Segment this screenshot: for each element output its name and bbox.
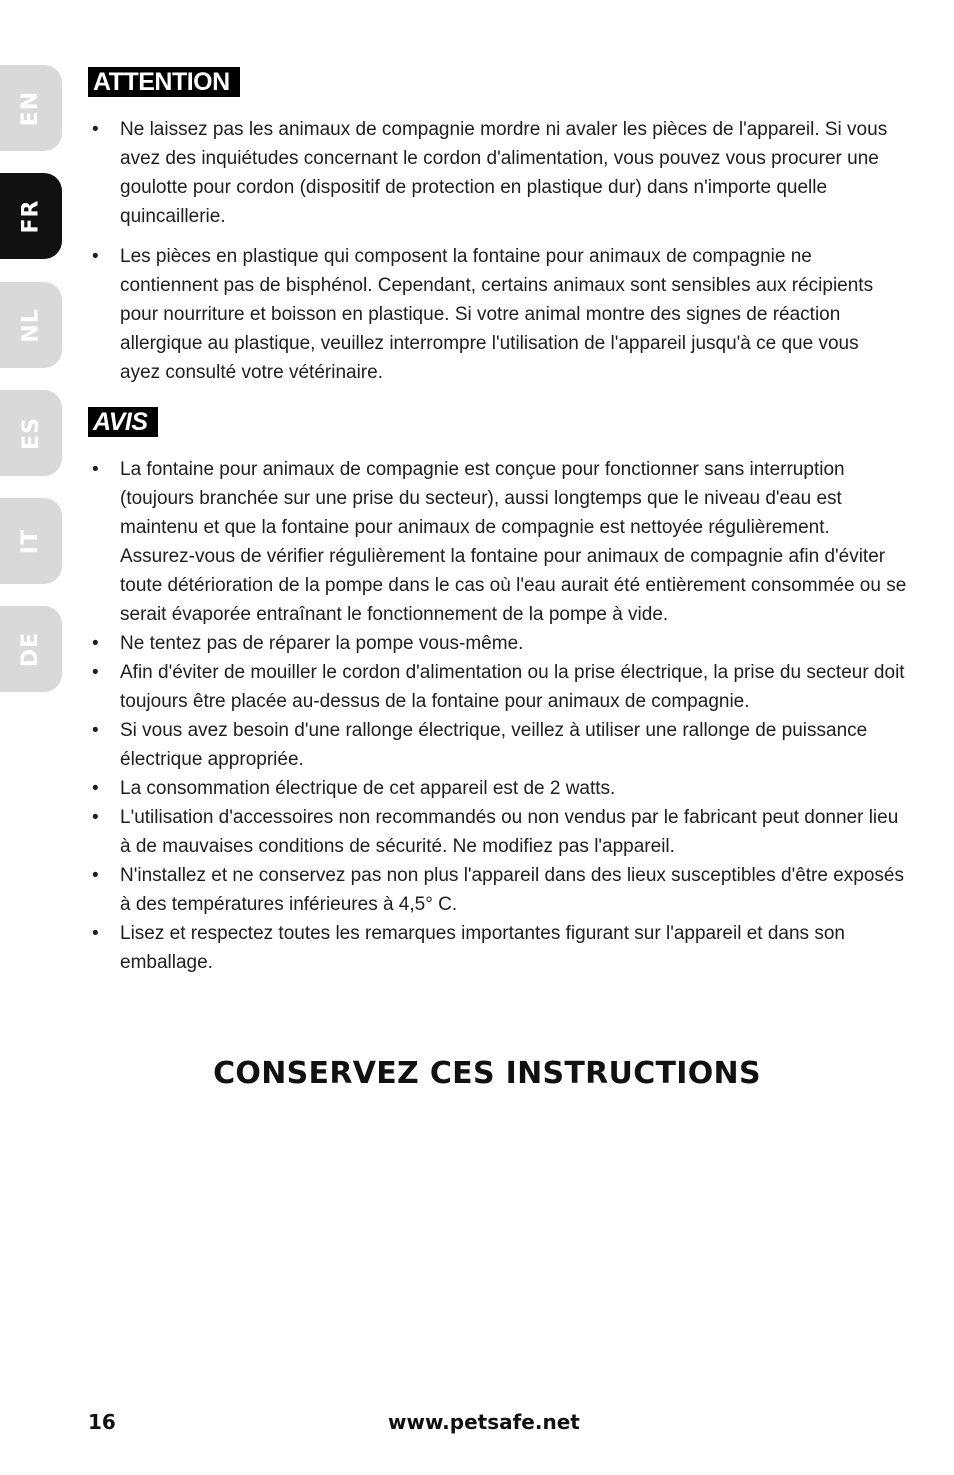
lang-tab-label: EN: [18, 90, 44, 126]
attention-label: ATTENTION: [88, 67, 240, 97]
avis-label: AVIS: [88, 407, 158, 437]
lang-tab-de[interactable]: [0, 606, 62, 692]
lang-tab-label: IT: [18, 528, 44, 554]
lang-tab-nl[interactable]: [0, 282, 62, 368]
list-item: • Afin d'éviter de mouiller le cordon d'alimentation ou la prise électrique, la prise du secteur doit toujours être placée au-dessus de la fontaine pour animaux de compagnie.: [92, 658, 907, 716]
lang-tab-fr[interactable]: [0, 173, 62, 259]
avis-list: [92, 455, 907, 977]
lang-tab-label: FR: [18, 199, 44, 233]
lang-tab-it[interactable]: [0, 498, 62, 584]
list-item: • Lisez et respectez toutes les remarques importantes figurant sur l'appareil et dans son emballage.: [92, 919, 907, 977]
lang-tab-label: ES: [18, 416, 44, 450]
list-item: • La consommation électrique de cet appareil est de 2 watts.: [92, 774, 907, 803]
lang-tab-label: DE: [18, 631, 44, 667]
lang-tab-label: NL: [18, 307, 44, 343]
attention-list: [92, 115, 902, 387]
list-item: • N'installez et ne conservez pas non plus l'appareil dans des lieux susceptibles d'être exposés à des températures inférieures à 4,5° C.: [92, 861, 907, 919]
lang-tab-en[interactable]: [0, 65, 62, 151]
list-item: • La fontaine pour animaux de compagnie est conçue pour fonctionner sans interruption (toujours branchée sur une prise du secteur), aussi longtemps que le niveau d'eau est maintenu et que la fontaine pour animaux de compagnie est nettoyée régulièrement. Assurez-vous de vérifier régulièrement la fontaine pour animaux de compagnie afin d'éviter toute détérioration de la pompe dans le cas où l'eau aurait été entièrement consommée ou se serait évaporée entraînant le fonctionnement de la pompe à vide.: [92, 455, 907, 629]
page-number: 16: [88, 1410, 116, 1434]
list-item: • Ne tentez pas de réparer la pompe vous-même.: [92, 629, 907, 658]
list-item: • L'utilisation d'accessoires non recommandés ou non vendus par le fabricant peut donner lieu à de mauvaises conditions de sécurité. Ne modifiez pas l'appareil.: [92, 803, 907, 861]
list-item: • Si vous avez besoin d'une rallonge électrique, veillez à utiliser une rallonge de puissance électrique appropriée.: [92, 716, 907, 774]
closing-title: CONSERVEZ CES INSTRUCTIONS: [213, 1056, 761, 1091]
lang-tab-es[interactable]: [0, 390, 62, 476]
list-item: • Les pièces en plastique qui composent la fontaine pour animaux de compagnie ne contiennent pas de bisphénol. Cependant, certains animaux sont sensibles aux récipients pour nourriture et boisson en plastique. Si votre animal montre des signes de réaction allergique au plastique, veuillez interrompre l'utilisation de l'appareil jusqu'à ce que vous ayez consulté votre vétérinaire.: [92, 242, 902, 387]
website-link[interactable]: www.petsafe.net: [388, 1410, 580, 1434]
list-item: • Ne laissez pas les animaux de compagnie mordre ni avaler les pièces de l'appareil. Si vous avez des inquiétudes concernant le cordon d'alimentation, vous pouvez vous procurer une goulotte pour cordon (dispositif de protection en plastique dur) dans n'importe quelle quincaillerie.: [92, 115, 902, 231]
